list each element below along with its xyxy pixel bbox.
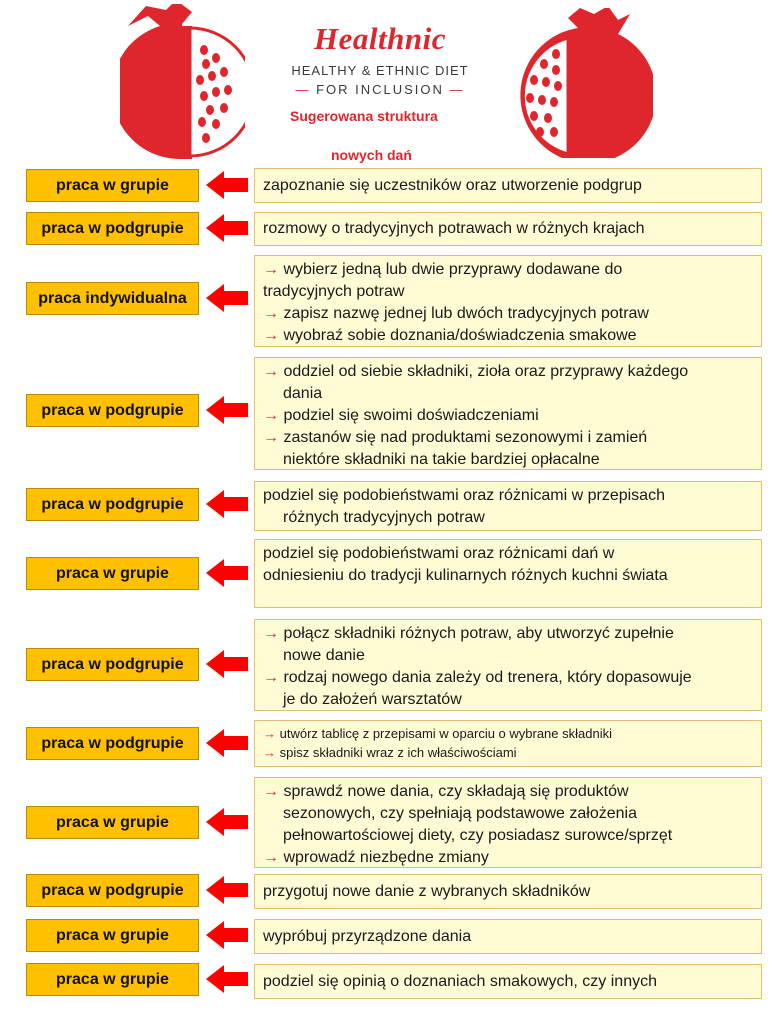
row-label: praca w podgrupie — [26, 874, 199, 907]
row-label: praca w grupie — [26, 169, 199, 202]
content-line: → sprawdź nowe dania, czy składają się produktów — [263, 783, 629, 800]
content-line: zapoznanie się uczestników oraz utworzenie podgrup — [263, 176, 642, 194]
left-arrow-icon — [206, 214, 248, 242]
content-line: niektóre składniki na takie bardziej opłacalne — [283, 451, 600, 468]
row-content — [254, 168, 762, 203]
row-label: praca w podgrupie — [26, 488, 199, 521]
row-content — [254, 357, 762, 470]
pomegranate-right-icon — [508, 8, 653, 158]
content-line: podziel się opinią o doznaniach smakowych, czy innych — [263, 972, 657, 990]
content-line: podziel się podobieństwami oraz różnicami dań w — [263, 545, 615, 562]
content-line: → zastanów się nad produktami sezonowymi i zamień — [263, 429, 648, 446]
row-content — [254, 777, 762, 868]
left-arrow-icon — [206, 171, 248, 199]
content-line: → wyobraź sobie doznania/doświadczenia smakowe — [263, 327, 637, 344]
content-line: przygotuj nowe danie z wybranych składników — [263, 882, 591, 900]
content-line: → utwórz tablicę z przepisami w oparciu o wybrane składniki — [263, 726, 612, 741]
subtitle-line-1: Sugerowana struktura — [290, 108, 438, 124]
left-arrow-icon — [206, 876, 248, 904]
content-line: → rodzaj nowego dania zależy od trenera, który dopasowuje — [263, 669, 692, 686]
content-line: odniesieniu do tradycji kulinarnych różnych kuchni świata — [263, 567, 668, 584]
row-content — [254, 619, 762, 711]
row-content — [254, 720, 762, 767]
subtitle-line-2: nowych dań — [331, 147, 412, 163]
row-content — [254, 964, 762, 999]
content-line: pełnowartościowej diety, czy posiadasz surowce/sprzęt — [283, 827, 673, 844]
content-line: → wybierz jedną lub dwie przyprawy dodawane do — [263, 261, 623, 278]
left-arrow-icon — [206, 729, 248, 757]
content-line: nowe danie — [283, 647, 365, 664]
row-label: praca indywidualna — [26, 282, 199, 315]
content-line: je do założeń warsztatów — [283, 691, 462, 708]
row-content — [254, 874, 762, 909]
left-arrow-icon — [206, 808, 248, 836]
row-content — [254, 481, 762, 531]
row-content — [254, 212, 762, 246]
row-label: praca w grupie — [26, 919, 199, 952]
row-label: praca w podgrupie — [26, 648, 199, 681]
content-line: dania — [283, 385, 323, 402]
brand-header — [270, 22, 490, 97]
content-line: → połącz składniki różnych potraw, aby utworzyć zupełnie — [263, 625, 674, 642]
tagline-1: HEALTHY & ETHNIC DIET — [291, 63, 469, 78]
left-arrow-icon — [206, 921, 248, 949]
content-line: → spisz składniki wraz z ich właściwościami — [263, 745, 517, 760]
left-arrow-icon — [206, 965, 248, 993]
content-line: wypróbuj przyrządzone dania — [263, 927, 472, 945]
content-line: rozmowy o tradycyjnych potrawach w różnych krajach — [263, 220, 645, 237]
row-content — [254, 255, 762, 347]
row-content — [254, 539, 762, 608]
content-line: → podziel się swoimi doświadczeniami — [263, 407, 539, 424]
content-line: sezonowych, czy spełniają podstawowe założenia — [283, 805, 637, 822]
content-line: → oddziel od siebie składniki, zioła oraz przyprawy każdego — [263, 363, 689, 380]
content-line: różnych tradycyjnych potraw — [283, 509, 485, 526]
content-line: → zapisz nazwę jednej lub dwóch tradycyjnych potraw — [263, 305, 649, 322]
content-line: → wprowadź niezbędne zmiany — [263, 849, 489, 866]
content-line: tradycyjnych potraw — [263, 283, 405, 300]
row-label: praca w podgrupie — [26, 394, 199, 427]
left-arrow-icon — [206, 284, 248, 312]
row-content — [254, 919, 762, 954]
tagline-2: — FOR INCLUSION — — [295, 82, 465, 97]
row-label: praca w grupie — [26, 963, 199, 996]
left-arrow-icon — [206, 650, 248, 678]
row-label: praca w podgrupie — [26, 727, 199, 760]
left-arrow-icon — [206, 490, 248, 518]
left-arrow-icon — [206, 559, 248, 587]
pomegranate-left-icon — [120, 4, 245, 164]
row-label: praca w grupie — [26, 806, 199, 839]
content-line: podziel się podobieństwami oraz różnicami w przepisach — [263, 487, 665, 504]
row-label: praca w grupie — [26, 557, 199, 590]
brand-title: Healthnic — [314, 21, 446, 56]
left-arrow-icon — [206, 396, 248, 424]
row-label: praca w podgrupie — [26, 212, 199, 245]
